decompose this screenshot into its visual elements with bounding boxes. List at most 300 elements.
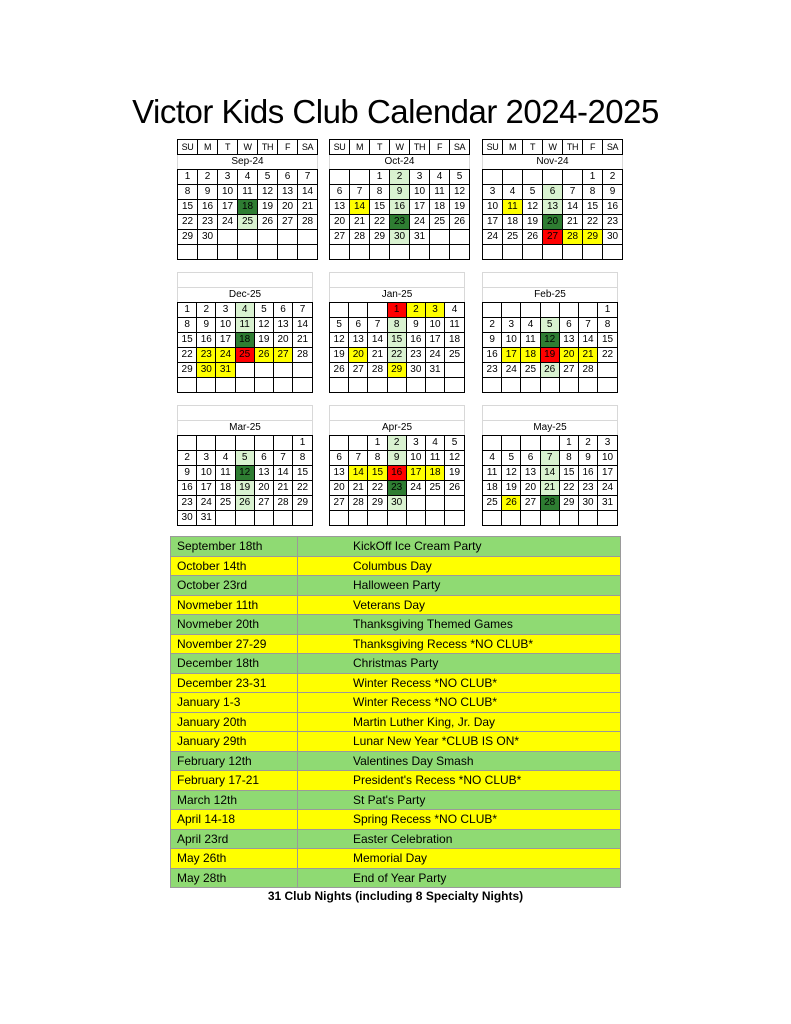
day-cell: 15 bbox=[583, 200, 603, 215]
day-cell bbox=[235, 363, 254, 378]
event-name: Thanksgiving Recess *NO CLUB* bbox=[298, 634, 621, 654]
day-cell: 3 bbox=[410, 170, 430, 185]
day-cell: 25 bbox=[430, 215, 450, 230]
day-cell bbox=[483, 436, 502, 451]
day-cell: 17 bbox=[598, 466, 618, 481]
day-cell: 29 bbox=[368, 496, 387, 511]
week-row bbox=[330, 451, 465, 466]
event-name: KickOff Ice Cream Party bbox=[298, 537, 621, 557]
month-title: Feb-25 bbox=[483, 288, 618, 303]
day-cell: 15 bbox=[178, 200, 198, 215]
week-row bbox=[483, 436, 618, 451]
day-cell bbox=[578, 511, 597, 526]
day-cell bbox=[445, 511, 465, 526]
day-cell: 21 bbox=[578, 348, 597, 363]
day-cell: 8 bbox=[178, 185, 198, 200]
day-cell: 18 bbox=[521, 348, 540, 363]
week-row bbox=[483, 451, 618, 466]
day-cell bbox=[349, 436, 368, 451]
day-cell bbox=[254, 511, 273, 526]
day-cell: 30 bbox=[387, 496, 406, 511]
day-cell: 7 bbox=[350, 185, 370, 200]
weekday-header: T bbox=[370, 140, 390, 155]
day-cell: 16 bbox=[483, 348, 502, 363]
day-cell: 16 bbox=[387, 466, 406, 481]
week-row bbox=[483, 303, 618, 318]
day-cell: 7 bbox=[273, 451, 292, 466]
day-cell: 25 bbox=[425, 481, 444, 496]
event-row bbox=[171, 751, 621, 771]
day-cell: 6 bbox=[330, 185, 350, 200]
day-cell: 11 bbox=[216, 466, 235, 481]
day-cell: 24 bbox=[218, 215, 238, 230]
day-cell bbox=[603, 245, 623, 260]
day-cell: 28 bbox=[368, 363, 387, 378]
day-cell: 17 bbox=[425, 333, 444, 348]
day-cell: 18 bbox=[445, 333, 465, 348]
month-title: May-25 bbox=[483, 421, 618, 436]
event-name: Easter Celebration bbox=[298, 829, 621, 849]
day-cell: 19 bbox=[445, 466, 465, 481]
week-row bbox=[330, 215, 470, 230]
day-cell: 9 bbox=[603, 185, 623, 200]
day-cell bbox=[502, 303, 521, 318]
event-date: October 14th bbox=[171, 556, 298, 576]
day-cell: 3 bbox=[197, 451, 216, 466]
day-cell bbox=[425, 511, 444, 526]
day-cell: 15 bbox=[598, 333, 618, 348]
day-cell bbox=[293, 378, 313, 393]
day-cell: 7 bbox=[578, 318, 597, 333]
day-cell: 6 bbox=[330, 451, 349, 466]
day-cell bbox=[503, 245, 523, 260]
weekday-header: W bbox=[238, 140, 258, 155]
event-row bbox=[171, 673, 621, 693]
day-cell: 4 bbox=[425, 436, 444, 451]
day-cell: 19 bbox=[450, 200, 470, 215]
day-cell: 22 bbox=[178, 348, 197, 363]
day-cell: 25 bbox=[216, 496, 235, 511]
day-cell: 27 bbox=[330, 230, 350, 245]
day-cell: 29 bbox=[178, 230, 198, 245]
event-date: December 23-31 bbox=[171, 673, 298, 693]
day-cell: 20 bbox=[349, 348, 368, 363]
day-cell: 8 bbox=[293, 451, 313, 466]
day-cell: 14 bbox=[298, 185, 318, 200]
day-cell bbox=[387, 511, 406, 526]
day-cell: 15 bbox=[370, 200, 390, 215]
day-cell: 4 bbox=[430, 170, 450, 185]
week-row bbox=[330, 170, 470, 185]
day-cell bbox=[330, 170, 350, 185]
day-cell: 30 bbox=[406, 363, 425, 378]
day-cell: 9 bbox=[406, 318, 425, 333]
day-cell: 8 bbox=[370, 185, 390, 200]
day-cell: 18 bbox=[216, 481, 235, 496]
day-cell: 9 bbox=[387, 451, 406, 466]
day-cell bbox=[273, 436, 292, 451]
day-cell: 23 bbox=[578, 481, 597, 496]
day-cell: 1 bbox=[583, 170, 603, 185]
day-cell: 23 bbox=[406, 348, 425, 363]
day-cell: 5 bbox=[540, 318, 559, 333]
weekday-header: SA bbox=[450, 140, 470, 155]
event-row bbox=[171, 556, 621, 576]
day-cell: 18 bbox=[503, 215, 523, 230]
month-calendar bbox=[177, 405, 313, 526]
event-name: Martin Luther King, Jr. Day bbox=[298, 712, 621, 732]
day-cell: 2 bbox=[483, 318, 502, 333]
event-row bbox=[171, 732, 621, 752]
day-cell: 25 bbox=[235, 348, 254, 363]
day-cell: 25 bbox=[238, 215, 258, 230]
month-calendar bbox=[482, 139, 618, 260]
day-cell: 3 bbox=[406, 436, 425, 451]
day-cell: 3 bbox=[425, 303, 444, 318]
day-cell: 8 bbox=[368, 451, 387, 466]
day-cell: 5 bbox=[502, 451, 521, 466]
weekday-header: F bbox=[278, 140, 298, 155]
day-cell: 5 bbox=[258, 170, 278, 185]
day-cell bbox=[540, 378, 559, 393]
day-cell: 28 bbox=[578, 363, 597, 378]
month-title: Mar-25 bbox=[178, 421, 313, 436]
day-cell: 27 bbox=[273, 348, 292, 363]
day-cell: 21 bbox=[273, 481, 292, 496]
day-cell: 7 bbox=[563, 185, 583, 200]
week-row bbox=[330, 348, 465, 363]
day-cell: 12 bbox=[235, 466, 254, 481]
weekday-header: SA bbox=[298, 140, 318, 155]
day-cell bbox=[254, 378, 273, 393]
day-cell bbox=[216, 511, 235, 526]
day-cell: 21 bbox=[563, 215, 583, 230]
event-date: January 1-3 bbox=[171, 693, 298, 713]
day-cell: 10 bbox=[410, 185, 430, 200]
day-cell: 12 bbox=[258, 185, 278, 200]
day-cell: 16 bbox=[178, 481, 197, 496]
day-cell: 5 bbox=[450, 170, 470, 185]
day-cell: 17 bbox=[218, 200, 238, 215]
day-cell: 11 bbox=[238, 185, 258, 200]
day-cell: 18 bbox=[425, 466, 444, 481]
event-name: Lunar New Year *CLUB IS ON* bbox=[298, 732, 621, 752]
week-row bbox=[178, 511, 313, 526]
day-cell bbox=[502, 511, 521, 526]
month-calendar bbox=[177, 139, 313, 260]
day-cell: 28 bbox=[350, 230, 370, 245]
day-cell: 4 bbox=[445, 303, 465, 318]
day-cell bbox=[406, 496, 425, 511]
day-cell bbox=[598, 511, 618, 526]
day-cell: 23 bbox=[483, 363, 502, 378]
day-cell: 11 bbox=[521, 333, 540, 348]
day-cell: 5 bbox=[235, 451, 254, 466]
day-cell: 10 bbox=[483, 200, 503, 215]
day-cell bbox=[368, 303, 387, 318]
day-cell: 20 bbox=[559, 348, 578, 363]
day-cell: 13 bbox=[273, 318, 292, 333]
weekday-header: M bbox=[198, 140, 218, 155]
day-cell bbox=[330, 378, 349, 393]
day-cell: 6 bbox=[559, 318, 578, 333]
day-cell: 22 bbox=[368, 481, 387, 496]
day-cell bbox=[483, 378, 502, 393]
day-cell bbox=[406, 378, 425, 393]
day-cell: 2 bbox=[390, 170, 410, 185]
day-cell bbox=[197, 436, 216, 451]
day-cell: 14 bbox=[350, 200, 370, 215]
day-cell: 31 bbox=[197, 511, 216, 526]
day-cell: 11 bbox=[483, 466, 502, 481]
event-name: Valentines Day Smash bbox=[298, 751, 621, 771]
day-cell bbox=[238, 245, 258, 260]
day-cell: 20 bbox=[330, 215, 350, 230]
week-row bbox=[483, 200, 623, 215]
day-cell bbox=[450, 230, 470, 245]
day-cell: 14 bbox=[540, 466, 559, 481]
weekday-header: W bbox=[390, 140, 410, 155]
week-row bbox=[483, 481, 618, 496]
day-cell: 31 bbox=[425, 363, 444, 378]
day-cell: 30 bbox=[197, 363, 216, 378]
day-cell bbox=[273, 363, 292, 378]
event-date: April 14-18 bbox=[171, 810, 298, 830]
week-row bbox=[178, 363, 313, 378]
day-cell: 11 bbox=[430, 185, 450, 200]
day-cell: 29 bbox=[370, 230, 390, 245]
event-row bbox=[171, 810, 621, 830]
day-cell: 28 bbox=[349, 496, 368, 511]
day-cell: 27 bbox=[521, 496, 540, 511]
day-cell bbox=[349, 303, 368, 318]
day-cell: 23 bbox=[197, 348, 216, 363]
day-cell: 26 bbox=[254, 348, 273, 363]
day-cell: 7 bbox=[298, 170, 318, 185]
week-row bbox=[178, 318, 313, 333]
day-cell: 29 bbox=[559, 496, 578, 511]
week-row bbox=[178, 466, 313, 481]
day-cell: 15 bbox=[368, 466, 387, 481]
day-cell bbox=[598, 378, 618, 393]
day-cell: 22 bbox=[370, 215, 390, 230]
month-title: Jan-25 bbox=[330, 288, 465, 303]
week-row bbox=[330, 200, 470, 215]
day-cell: 18 bbox=[235, 333, 254, 348]
day-cell bbox=[583, 245, 603, 260]
day-cell: 11 bbox=[235, 318, 254, 333]
day-cell bbox=[450, 245, 470, 260]
week-row bbox=[178, 378, 313, 393]
day-cell: 20 bbox=[273, 333, 292, 348]
day-cell bbox=[523, 245, 543, 260]
day-cell: 26 bbox=[445, 481, 465, 496]
day-cell: 21 bbox=[368, 348, 387, 363]
day-cell bbox=[406, 511, 425, 526]
day-cell: 4 bbox=[235, 303, 254, 318]
weekday-header: TH bbox=[410, 140, 430, 155]
day-cell: 6 bbox=[278, 170, 298, 185]
day-cell: 16 bbox=[578, 466, 597, 481]
weekday-header: M bbox=[350, 140, 370, 155]
day-cell bbox=[218, 230, 238, 245]
month-calendar bbox=[482, 405, 618, 526]
week-row bbox=[330, 303, 465, 318]
day-cell: 1 bbox=[559, 436, 578, 451]
day-cell: 23 bbox=[198, 215, 218, 230]
day-cell bbox=[273, 511, 292, 526]
event-name: Spring Recess *NO CLUB* bbox=[298, 810, 621, 830]
day-cell: 7 bbox=[540, 451, 559, 466]
event-name: St Pat's Party bbox=[298, 790, 621, 810]
day-cell bbox=[559, 303, 578, 318]
day-cell: 17 bbox=[410, 200, 430, 215]
day-cell bbox=[578, 303, 597, 318]
day-cell: 30 bbox=[198, 230, 218, 245]
day-cell: 7 bbox=[293, 303, 313, 318]
day-cell bbox=[502, 378, 521, 393]
day-cell: 25 bbox=[445, 348, 465, 363]
event-date: March 12th bbox=[171, 790, 298, 810]
day-cell: 12 bbox=[540, 333, 559, 348]
month-title: Sep-24 bbox=[178, 155, 318, 170]
month-title: Nov-24 bbox=[483, 155, 623, 170]
day-cell: 11 bbox=[445, 318, 465, 333]
day-cell: 10 bbox=[598, 451, 618, 466]
day-cell bbox=[278, 245, 298, 260]
event-row bbox=[171, 712, 621, 732]
weekday-header: TH bbox=[258, 140, 278, 155]
week-row bbox=[330, 466, 465, 481]
day-cell bbox=[425, 496, 444, 511]
weekday-header: W bbox=[543, 140, 563, 155]
weekday-header: T bbox=[523, 140, 543, 155]
day-cell: 5 bbox=[445, 436, 465, 451]
day-cell bbox=[216, 378, 235, 393]
weekday-header: SU bbox=[483, 140, 503, 155]
day-cell: 12 bbox=[254, 318, 273, 333]
day-cell bbox=[238, 230, 258, 245]
week-row bbox=[483, 185, 623, 200]
month-title: Dec-25 bbox=[178, 288, 313, 303]
day-cell: 24 bbox=[502, 363, 521, 378]
day-cell: 9 bbox=[198, 185, 218, 200]
day-cell: 31 bbox=[216, 363, 235, 378]
day-cell: 21 bbox=[293, 333, 313, 348]
day-cell bbox=[483, 511, 502, 526]
day-cell bbox=[559, 511, 578, 526]
month-calendar bbox=[329, 139, 465, 260]
week-row bbox=[178, 333, 313, 348]
day-cell: 24 bbox=[483, 230, 503, 245]
day-cell: 18 bbox=[238, 200, 258, 215]
week-row bbox=[178, 200, 318, 215]
event-name: Winter Recess *NO CLUB* bbox=[298, 693, 621, 713]
event-name: Winter Recess *NO CLUB* bbox=[298, 673, 621, 693]
day-cell: 13 bbox=[521, 466, 540, 481]
day-cell bbox=[298, 245, 318, 260]
day-cell: 1 bbox=[293, 436, 313, 451]
day-cell: 3 bbox=[502, 318, 521, 333]
day-cell: 6 bbox=[273, 303, 292, 318]
event-name: Memorial Day bbox=[298, 849, 621, 869]
day-cell: 26 bbox=[330, 363, 349, 378]
day-cell bbox=[430, 245, 450, 260]
day-cell bbox=[178, 436, 197, 451]
day-cell: 10 bbox=[502, 333, 521, 348]
day-cell: 16 bbox=[406, 333, 425, 348]
day-cell: 20 bbox=[543, 215, 563, 230]
week-row bbox=[330, 378, 465, 393]
day-cell: 17 bbox=[216, 333, 235, 348]
day-cell bbox=[521, 303, 540, 318]
day-cell: 1 bbox=[387, 303, 406, 318]
events-table bbox=[170, 536, 621, 888]
event-date: December 18th bbox=[171, 654, 298, 674]
day-cell: 28 bbox=[540, 496, 559, 511]
day-cell: 26 bbox=[540, 363, 559, 378]
event-date: October 23rd bbox=[171, 576, 298, 596]
day-cell bbox=[387, 378, 406, 393]
day-cell bbox=[198, 245, 218, 260]
day-cell: 17 bbox=[502, 348, 521, 363]
day-cell: 1 bbox=[598, 303, 618, 318]
week-row bbox=[178, 170, 318, 185]
day-cell: 27 bbox=[254, 496, 273, 511]
weekday-header: SA bbox=[603, 140, 623, 155]
day-cell: 6 bbox=[543, 185, 563, 200]
day-cell: 14 bbox=[293, 318, 313, 333]
day-cell bbox=[278, 230, 298, 245]
weekday-header: TH bbox=[563, 140, 583, 155]
month-calendar bbox=[177, 272, 313, 393]
day-cell: 13 bbox=[559, 333, 578, 348]
day-cell bbox=[330, 245, 350, 260]
day-cell bbox=[349, 511, 368, 526]
day-cell: 18 bbox=[430, 200, 450, 215]
day-cell: 23 bbox=[603, 215, 623, 230]
day-cell: 7 bbox=[368, 318, 387, 333]
day-cell: 20 bbox=[278, 200, 298, 215]
day-cell: 29 bbox=[387, 363, 406, 378]
spacer-row bbox=[330, 273, 465, 288]
day-cell: 19 bbox=[254, 333, 273, 348]
day-cell: 26 bbox=[235, 496, 254, 511]
day-cell: 9 bbox=[483, 333, 502, 348]
day-cell: 21 bbox=[349, 481, 368, 496]
day-cell: 24 bbox=[406, 481, 425, 496]
day-cell: 19 bbox=[235, 481, 254, 496]
week-row bbox=[330, 436, 465, 451]
day-cell: 25 bbox=[483, 496, 502, 511]
page-title: Victor Kids Club Calendar 2024-2025 bbox=[132, 93, 659, 130]
day-cell: 21 bbox=[540, 481, 559, 496]
day-cell: 15 bbox=[559, 466, 578, 481]
day-cell: 3 bbox=[483, 185, 503, 200]
day-cell bbox=[350, 245, 370, 260]
event-date: April 23rd bbox=[171, 829, 298, 849]
spacer-row bbox=[178, 406, 313, 421]
day-cell: 9 bbox=[578, 451, 597, 466]
day-cell: 24 bbox=[410, 215, 430, 230]
day-cell: 11 bbox=[503, 200, 523, 215]
day-cell: 24 bbox=[425, 348, 444, 363]
day-cell: 14 bbox=[349, 466, 368, 481]
day-cell: 6 bbox=[521, 451, 540, 466]
day-cell bbox=[598, 363, 618, 378]
weekday-header: F bbox=[430, 140, 450, 155]
event-date: February 12th bbox=[171, 751, 298, 771]
